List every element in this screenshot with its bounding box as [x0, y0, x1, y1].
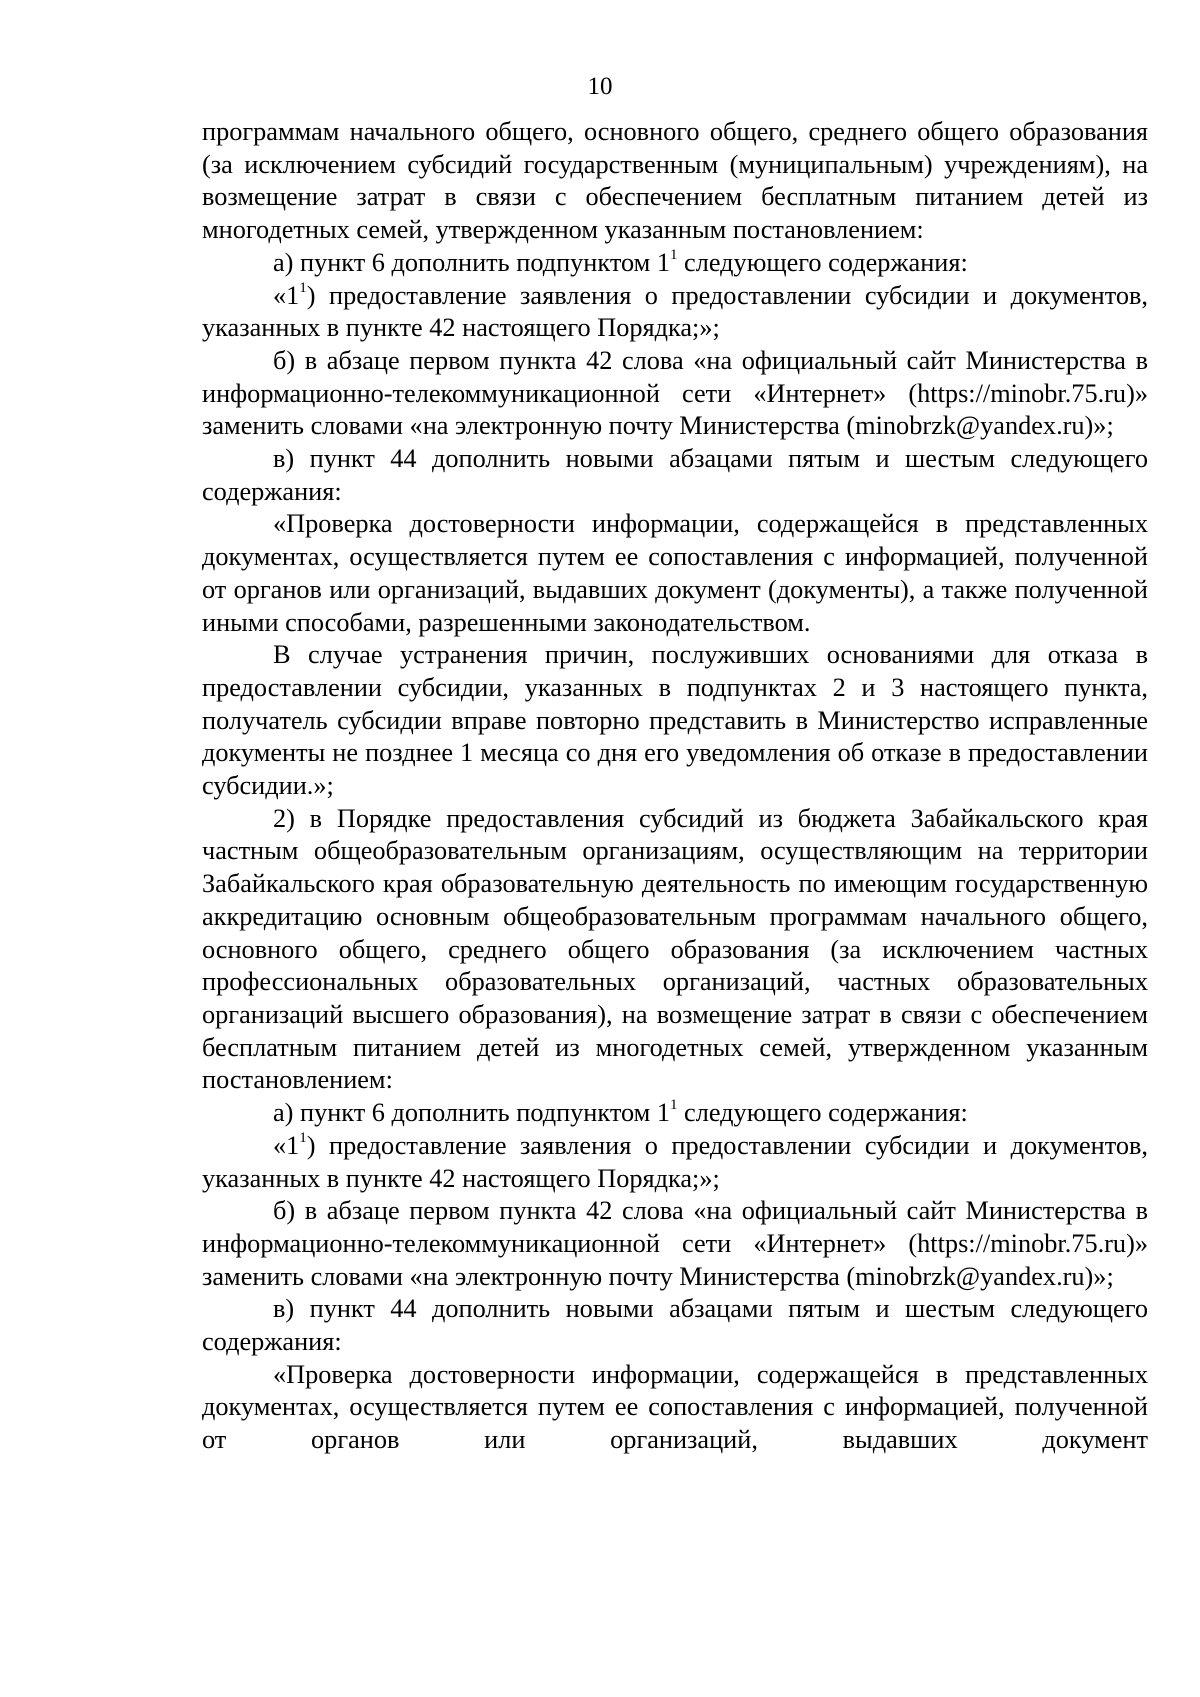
document-body [202, 116, 1148, 1457]
paragraph-text: «1 [273, 1130, 300, 1160]
paragraph: В случае устранения причин, послуживших основаниями для отказа в предоставлении субсидии, указанных в подпунктах 2 и 3 настоящего пункта, получатель субсидии вправе повторно представить в Министерство исправленные документы не позднее 1 месяца со дня его уведомления об отказе в предоставлении субсидии.»; [202, 640, 1148, 801]
superscript: 1 [669, 247, 678, 264]
superscript: 1 [299, 1130, 307, 1147]
paragraph: б) в абзаце первом пункта 42 слова «на официальный сайт Министерства в информационно-телекоммуникационной сети «Интернет» (https://minobr.75.ru)» заменить словами «на электронную почту Министерства (minobrzk@yandex.ru)»; [202, 1196, 1148, 1291]
paragraph: программам начального общего, основного общего, среднего общего образования (за исключением субсидий государственным (муниципальным) учреждениям), на возмещение затрат в связи с обеспечением бесплатным питанием детей из многодетных семей, утвержденном указанным постановлением: [202, 117, 1148, 245]
superscript: 1 [299, 279, 307, 296]
paragraph [202, 1130, 1148, 1195]
paragraph-text: ) предоставление заявления о предоставлении субсидии и документов, указанных в пункте 42 настоящего Порядка;»; [202, 1130, 1148, 1193]
paragraph: «Проверка достоверности информации, содержащейся в представленных документах, осуществляется путем ее сопоставления с информацией, полученной от органов или организаций, выдавших документ (документы), а также полученной иными способами, разрешенными законодательством. [202, 509, 1148, 637]
paragraph-text: «1 [273, 280, 300, 310]
paragraph: в) пункт 44 дополнить новыми абзацами пятым и шестым следующего содержания: [202, 444, 1148, 506]
paragraph [202, 1097, 1148, 1130]
paragraph: «Проверка достоверности информации, содержащейся в представленных документах, осуществляется путем ее сопоставления с информацией, полученной от органов или организаций, выдавших документ [202, 1359, 1148, 1455]
paragraph-text: следующего содержания: [677, 247, 968, 277]
paragraph-text: следующего содержания: [677, 1098, 968, 1128]
paragraph-text: а) пункт 6 дополнить подпунктом 1 [273, 1098, 670, 1128]
superscript: 1 [669, 1097, 678, 1114]
paragraph-text: ) предоставление заявления о предоставлении субсидии и документов, указанных в пункте 42 настоящего Порядка;»; [202, 280, 1148, 343]
paragraph [202, 280, 1148, 345]
page-number: 10 [587, 73, 613, 100]
paragraph: 2) в Порядке предоставления субсидий из бюджета Забайкальского края частным общеобразовательным организациям, осуществляющим на территории Забайкальского края образовательную деятельность по имеющим государственную аккредитацию основным общеобразовательным программам начального общего, основного общего, среднего общего образования (за исключением частных профессиональных образовательных организаций, частных образовательных организаций высшего образования), на возмещение затрат в связи с обеспечением бесплатным питанием детей из многодетных семей, утвержденном указанным постановлением: [202, 803, 1148, 1095]
paragraph [202, 247, 1148, 280]
paragraph-text: а) пункт 6 дополнить подпунктом 1 [273, 247, 670, 277]
paragraph: б) в абзаце первом пункта 42 слова «на официальный сайт Министерства в информационно-телекоммуникационной сети «Интернет» (https://minobr.75.ru)» заменить словами «на электронную почту Министерства (minobrzk@yandex.ru)»; [202, 345, 1148, 441]
paragraph: в) пункт 44 дополнить новыми абзацами пятым и шестым следующего содержания: [202, 1294, 1148, 1357]
